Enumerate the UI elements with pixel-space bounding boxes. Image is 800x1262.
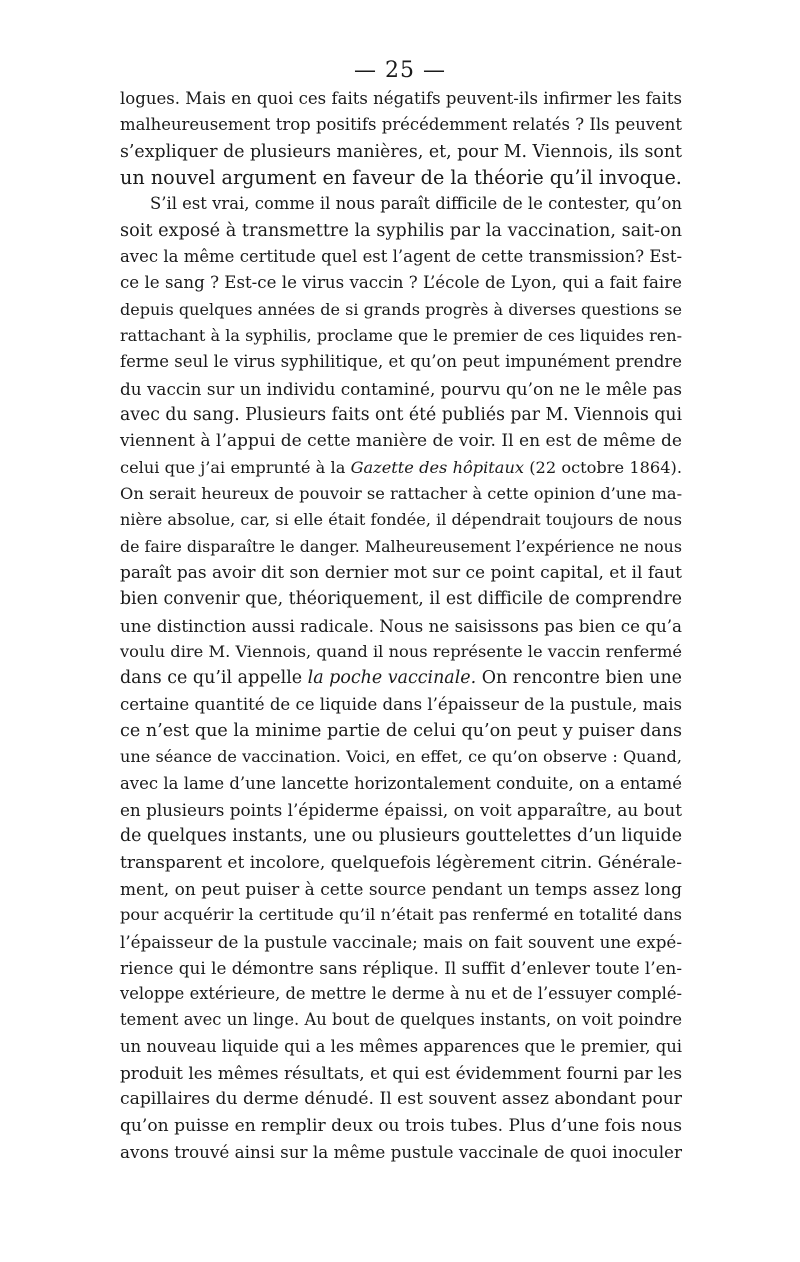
text-segment: de quelques instants, une ou plusieurs gouttelettes d’un liquide bbox=[120, 826, 682, 847]
italic-text: la poche vaccinale. bbox=[307, 668, 477, 689]
text-line bbox=[120, 244, 682, 270]
text-segment: une séance de vaccination. Voici, en effet, ce qu’on observe : Quand, bbox=[120, 747, 682, 767]
text-segment: On rencontre bien une bbox=[476, 668, 682, 689]
text-segment: On serait heureux de pouvoir se rattacher à cette opinion d’une ma- bbox=[120, 483, 683, 503]
text-segment: un nouveau liquide qui a les mêmes apparences que le premier, qui bbox=[120, 1036, 682, 1056]
text-segment: ferme seul le virus syphilitique, et qu’on peut impunément prendre bbox=[120, 352, 682, 372]
text-segment: bien convenir que, théoriquement, il est difficile de comprendre bbox=[120, 589, 682, 610]
text-line bbox=[120, 428, 682, 454]
text-line bbox=[120, 455, 682, 481]
text-line bbox=[120, 402, 682, 428]
text-line bbox=[120, 481, 682, 507]
text-line bbox=[120, 929, 682, 955]
text-line bbox=[120, 165, 682, 191]
text-segment: avec la même certitude quel est l’agent de cette transmission? Est- bbox=[120, 246, 682, 266]
text-segment: avec du sang. Plusieurs faits ont été publiés par M. Viennois qui bbox=[120, 404, 682, 425]
text-segment: une distinction aussi radicale. Nous ne saisissons pas bien ce qu’a bbox=[120, 615, 682, 636]
text-segment: avons trouvé ainsi sur la même pustule vaccinale de quoi inoculer bbox=[120, 1142, 682, 1163]
text-line bbox=[120, 86, 682, 112]
text-line bbox=[120, 955, 682, 981]
text-segment: viennent à l’appui de cette manière de voir. Il en est de même de bbox=[120, 431, 682, 452]
text-line bbox=[120, 218, 682, 244]
text-line bbox=[120, 1086, 682, 1112]
text-segment: en plusieurs points l’épiderme épaissi, on voit apparaître, au bout bbox=[120, 799, 682, 820]
text-line bbox=[120, 744, 682, 770]
text-segment: (22 octobre 1864). bbox=[524, 457, 682, 477]
text-line bbox=[120, 139, 682, 165]
italic-text: Gazette des hôpitaux bbox=[350, 457, 524, 477]
text-segment: celui que j’ai emprunté à la bbox=[120, 457, 351, 477]
text-segment: depuis quelques années de si grands progrès à diverses questions se bbox=[120, 299, 682, 319]
text-line bbox=[120, 613, 682, 639]
text-segment: tement avec un linge. Au bout de quelques instants, on voit poindre bbox=[120, 1010, 682, 1030]
text-line bbox=[120, 771, 682, 797]
text-segment: du vaccin sur un individu contaminé, pourvu qu’on ne le mêle pas bbox=[120, 378, 682, 399]
text-segment: produit les mêmes résultats, et qui est évidemment fourni par les bbox=[120, 1063, 682, 1084]
text-line bbox=[120, 534, 682, 560]
text-line bbox=[120, 1113, 682, 1139]
text-line bbox=[120, 692, 682, 718]
text-segment: rattachant à la syphilis, proclame que le premier de ces liquides ren- bbox=[120, 325, 682, 345]
text-segment: capillaires du derme dénudé. Il est souvent assez abondant pour bbox=[120, 1089, 682, 1110]
text-line bbox=[120, 323, 682, 349]
text-segment: soit exposé à transmettre la syphilis par la vaccination, sait-on bbox=[120, 220, 682, 241]
text-line bbox=[120, 981, 682, 1007]
text-segment: rience qui le démontre sans réplique. Il suffit d’enlever toute l’en- bbox=[120, 957, 682, 978]
text-line bbox=[120, 902, 682, 928]
text-segment: un nouvel argument en faveur de la théorie qu’il invoque. bbox=[120, 165, 682, 189]
text-line bbox=[120, 797, 682, 823]
text-segment: s’expliquer de plusieurs manières, et, pour M. Viennois, ils sont bbox=[120, 141, 682, 162]
text-line bbox=[120, 376, 682, 402]
body-text bbox=[120, 86, 682, 1165]
text-segment: pour acquérir la certitude qu’il n’était pas renfermé en totalité dans bbox=[120, 905, 682, 925]
text-segment: certaine quantité de ce liquide dans l’épaisseur de la pustule, mais bbox=[120, 694, 682, 714]
text-line bbox=[120, 191, 682, 217]
text-line bbox=[120, 850, 682, 876]
text-segment: logues. Mais en quoi ces faits négatifs peuvent-ils infirmer les faits bbox=[120, 89, 682, 108]
text-segment: paraît pas avoir dit son dernier mot sur ce point capital, et il faut bbox=[120, 562, 682, 583]
text-segment: ce le sang ? Est-ce le virus vaccin ? L’école de Lyon, qui a fait faire bbox=[120, 273, 682, 293]
text-line bbox=[120, 560, 682, 586]
text-segment: S’il est vrai, comme il nous paraît difficile de le contester, qu’on bbox=[150, 194, 682, 214]
text-line bbox=[120, 823, 682, 849]
text-segment: ce n’est que la minime partie de celui qu’on peut y puiser dans bbox=[120, 720, 682, 741]
text-segment: transparent et incolore, quelquefois légèrement citrin. Générale- bbox=[120, 852, 682, 873]
text-line bbox=[120, 297, 682, 323]
text-segment: de faire disparaître le danger. Malheureusement l’expérience ne nous bbox=[120, 536, 682, 556]
text-line bbox=[120, 507, 682, 533]
text-segment: veloppe extérieure, de mettre le derme à nu et de l’essuyer complé- bbox=[120, 984, 682, 1004]
text-line bbox=[120, 1060, 682, 1086]
text-segment: malheureusement trop positifs précédemment relatés ? Ils peuvent bbox=[120, 115, 682, 135]
text-line bbox=[120, 349, 682, 375]
text-line bbox=[120, 112, 682, 138]
text-segment: qu’on puisse en remplir deux ou trois tubes. Plus d’une fois nous bbox=[120, 1115, 682, 1136]
page-number: — 25 — bbox=[354, 58, 446, 83]
text-segment: ment, on peut puiser à cette source pendant un temps assez long bbox=[120, 878, 682, 899]
text-line bbox=[120, 270, 682, 296]
text-line bbox=[120, 586, 682, 612]
text-segment: l’épaisseur de la pustule vaccinale; mais on fait souvent une expé- bbox=[120, 931, 682, 952]
text-segment: voulu dire M. Viennois, quand il nous représente le vaccin renfermé bbox=[120, 641, 682, 661]
text-segment: dans ce qu’il appelle bbox=[120, 668, 308, 689]
text-line bbox=[120, 1139, 682, 1165]
text-line bbox=[120, 1034, 682, 1060]
text-segment: avec la lame d’une lancette horizontalement conduite, on a entamé bbox=[120, 773, 682, 793]
text-line bbox=[120, 876, 682, 902]
text-line bbox=[120, 718, 682, 744]
text-line bbox=[120, 665, 682, 691]
text-segment: nière absolue, car, si elle était fondée, il dépendrait toujours de nous bbox=[120, 510, 682, 530]
text-line bbox=[120, 639, 682, 665]
text-line bbox=[120, 1007, 682, 1033]
